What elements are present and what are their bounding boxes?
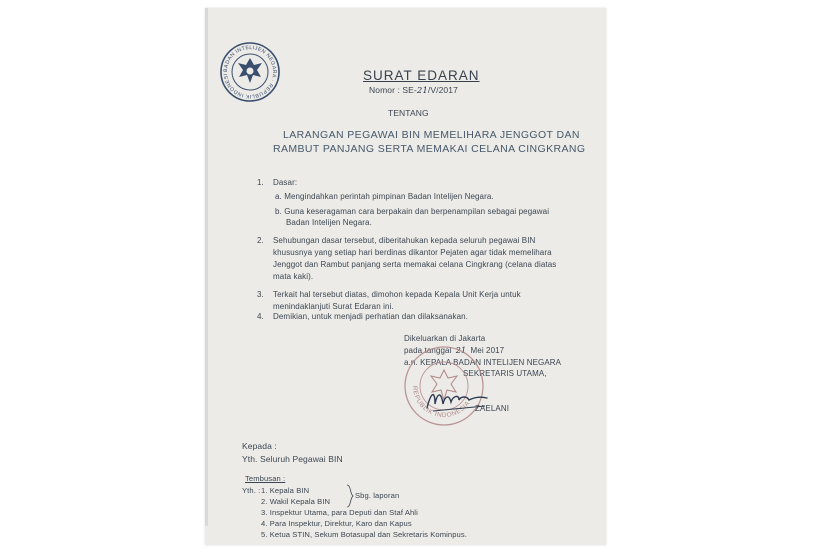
nomor-suffix: /V/2017 (427, 85, 458, 95)
cc-brace-note: Sbg. laporan (355, 491, 400, 500)
item-text: menindaklanjuti Surat Edaran ini. (273, 302, 394, 311)
scan-edge (205, 8, 208, 526)
cc-brace (346, 484, 354, 508)
signer-name: ZAELANI (475, 404, 510, 413)
item-text: a. Mengindahkan perintah pimpinan Badan Intelijen Negara. (275, 192, 494, 201)
cc-line: 5. Ketua STIN, Sekum Botasupal dan Sekretaris Kominpus. (261, 530, 467, 539)
recipient-label: Kepada : (242, 441, 277, 451)
cc-yth: Yth. : (242, 486, 261, 495)
signing-role: SEKRETARIS UTAMA, (463, 369, 547, 378)
date-prefix: pada tanggal (404, 346, 452, 355)
item-text: Badan Intelijen Negara. (286, 218, 372, 227)
document-number (369, 85, 458, 96)
item-text: Demikian, untuk menjadi perhatian dan dilaksanakan. (273, 312, 468, 321)
recipient-value: Yth. Seluruh Pegawai BIN (242, 454, 343, 464)
cc-line: 4. Para Inspektur, Direktur, Karo dan Kapus (261, 519, 412, 528)
nomor-label: Nomor : SE- (369, 85, 417, 95)
bin-seal-logo (219, 41, 281, 103)
date-suffix: Mei 2017 (470, 346, 505, 355)
item-text: Jenggot dan Rambut panjang serta memakai celana Cingkrang (celana diatas (273, 260, 557, 269)
item-heading: Dasar: (273, 178, 298, 187)
tentang-label: TENTANG (388, 108, 429, 118)
item-number: 4. (257, 312, 264, 321)
item-text: khususnya yang setiap hari berdinas dikantor Pejaten agar tidak memelihara (273, 248, 552, 257)
cc-line: 1. Kepala BIN (261, 486, 310, 495)
issued-place: Dikeluarkan di Jakarta (404, 334, 486, 343)
cc-line: 2. Wakil Kepala BIN (261, 497, 331, 506)
svg-text:BADAN INTELIJEN NEGARA · REPUB: BADAN INTELIJEN NEGARA · REPUBLIK INDONESI (222, 44, 278, 100)
item-text: mata kaki). (273, 272, 314, 281)
item-number: 1. (257, 178, 264, 187)
document-title: SURAT EDARAN (363, 68, 480, 83)
item-number: 3. (257, 290, 264, 299)
item-text: Terkait hal tersebut diatas, dimohon kepada Kepala Unit Kerja untuk (273, 290, 521, 299)
subject-line-1: LARANGAN PEGAWAI BIN MEMELIHARA JENGGOT DAN (283, 129, 580, 141)
signing-organization: a.n. KEPALA BADAN INTELIJEN NEGARA (404, 358, 562, 367)
cc-heading: Tembusan : (245, 474, 286, 483)
document-paper (205, 8, 606, 545)
subject-line-2: RAMBUT PANJANG SERTA MEMAKAI CELANA CINGKRANG (273, 143, 586, 155)
item-text: Sehubungan dasar tersebut, diberitahukan kepada seluruh pegawai BIN (273, 236, 536, 245)
item-number: 2. (257, 236, 264, 245)
svg-text:REPUBLIK INDONESIA: REPUBLIK INDONESIA (410, 385, 472, 420)
nomor-handwritten: 21 (416, 86, 428, 96)
date-handwritten: 21 (455, 346, 467, 355)
cc-line: 3. Inspektur Utama, para Deputi dan Staf Ahli (261, 508, 418, 517)
item-text: b. Guna keseragaman cara berpakain dan berpenampilan sebagai pegawai (275, 207, 550, 216)
